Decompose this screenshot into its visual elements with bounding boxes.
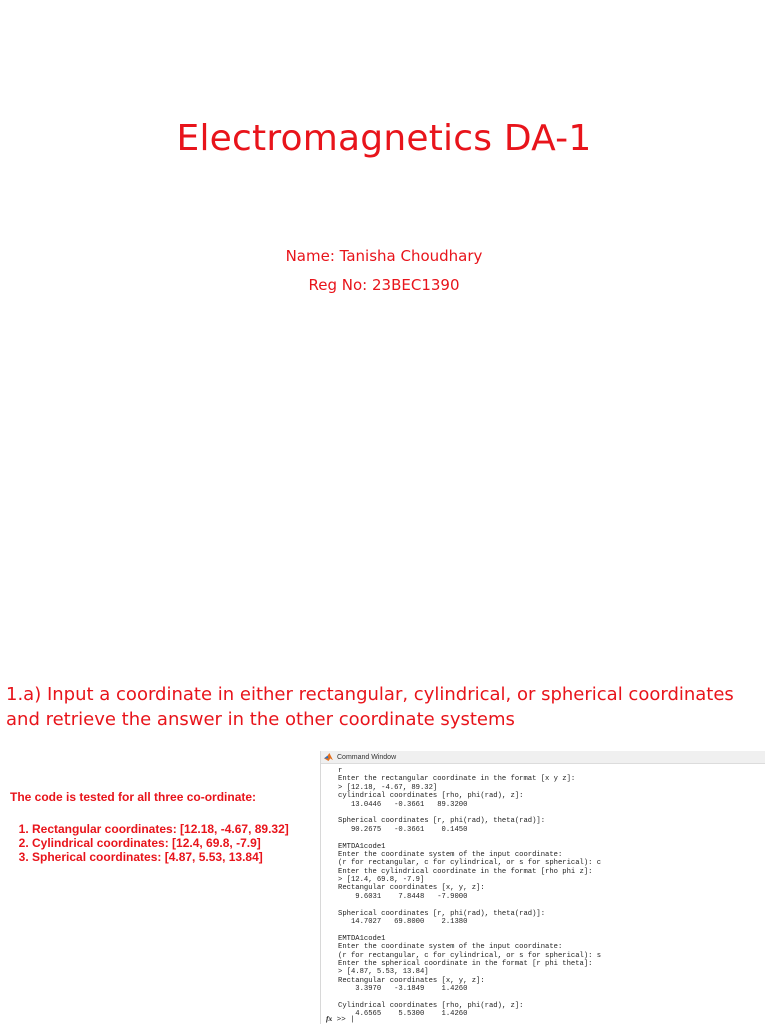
test-list	[10, 822, 320, 864]
question-heading	[6, 682, 766, 732]
output-line: Enter the cylindrical coordinate in the format [rho phi z]:	[338, 867, 593, 876]
command-window-titlebar	[321, 751, 765, 764]
test-item-cylindrical: 2. Cylindrical coordinates: [12.4, 69.8, -7.9]	[32, 836, 320, 850]
slide-title: Electromagnetics DA-1	[176, 118, 592, 159]
command-window-title: Command Window	[337, 753, 397, 761]
output-line: EMTDA1code1	[338, 934, 386, 943]
output-line: 14.7027 69.8000 2.1380	[338, 918, 468, 927]
output-line	[338, 901, 765, 909]
content-slide	[0, 640, 768, 1024]
command-window-screenshot	[320, 751, 765, 1024]
output-line: Enter the coordinate system of the input coordinate:	[338, 943, 563, 952]
output-line: EMTDA1code1	[338, 842, 386, 851]
registration-number: Reg No: 23BEC1390	[308, 276, 460, 294]
output-line: Spherical coordinates [r, phi(rad), theta(rad)]:	[338, 909, 546, 918]
test-description	[10, 790, 320, 864]
output-line: > [12.18, -4.67, 89.32]	[338, 783, 438, 792]
output-line: (r for rectangular, c for cylindrical, or s for spherical): s	[338, 951, 602, 960]
question-heading-line-1: 1.a) Input a coordinate in either rectangular, cylindrical, or spherical coordinates	[6, 684, 734, 705]
output-line: cylindrical coordinates [rho, phi(rad), z]:	[338, 792, 524, 801]
output-line: 9.6031 7.8448 -7.9000	[338, 892, 468, 901]
output-line: Rectangular coordinates [x, y, z]:	[338, 976, 485, 985]
matlab-logo-icon	[324, 753, 333, 761]
output-line: > [12.4, 69.8, -7.9]	[338, 876, 425, 885]
output-line	[338, 926, 765, 934]
question-heading-line-2: and retrieve the answer in the other coordinate systems	[6, 709, 515, 730]
command-prompt	[326, 1014, 355, 1024]
output-line: Enter the rectangular coordinate in the format [x y z]:	[338, 775, 576, 784]
output-line: 3.3970 -3.1849 1.4260	[338, 985, 468, 994]
output-line: > [4.87, 5.53, 13.84]	[338, 968, 429, 977]
author-name: Name: Tanisha Choudhary	[285, 247, 483, 265]
output-line: 13.0446 -0.3661 89.3200	[338, 800, 468, 809]
prompt-text: >> |	[336, 1016, 355, 1024]
output-line: Spherical coordinates [r, phi(rad), theta(rad)]:	[338, 817, 546, 826]
output-line: 90.2675 -0.3661 0.1450	[338, 825, 468, 834]
fx-icon: fx	[326, 1014, 333, 1023]
output-line: r	[338, 767, 343, 775]
output-line: 4.6565 5.5300 1.4260	[338, 1010, 468, 1019]
test-item-spherical: 3. Spherical coordinates: [4.87, 5.53, 13.84]	[32, 850, 320, 864]
output-line	[338, 834, 765, 842]
test-item-rectangular: 1. Rectangular coordinates: [12.18, -4.67, 89.32]	[32, 822, 320, 836]
output-line: Rectangular coordinates [x, y, z]:	[338, 884, 485, 893]
command-window-output	[321, 764, 765, 1019]
test-intro: The code is tested for all three co-ordinate:	[10, 790, 257, 804]
output-line: Cylindrical coordinates [rho, phi(rad), z]:	[338, 1001, 524, 1010]
output-line: Enter the coordinate system of the input coordinate:	[338, 850, 563, 859]
output-line: Enter the spherical coordinate in the format [r phi theta]:	[338, 959, 593, 968]
output-line: (r for rectangular, c for cylindrical, or s for spherical): c	[338, 859, 602, 868]
output-line	[338, 809, 765, 817]
output-line	[338, 994, 765, 1002]
